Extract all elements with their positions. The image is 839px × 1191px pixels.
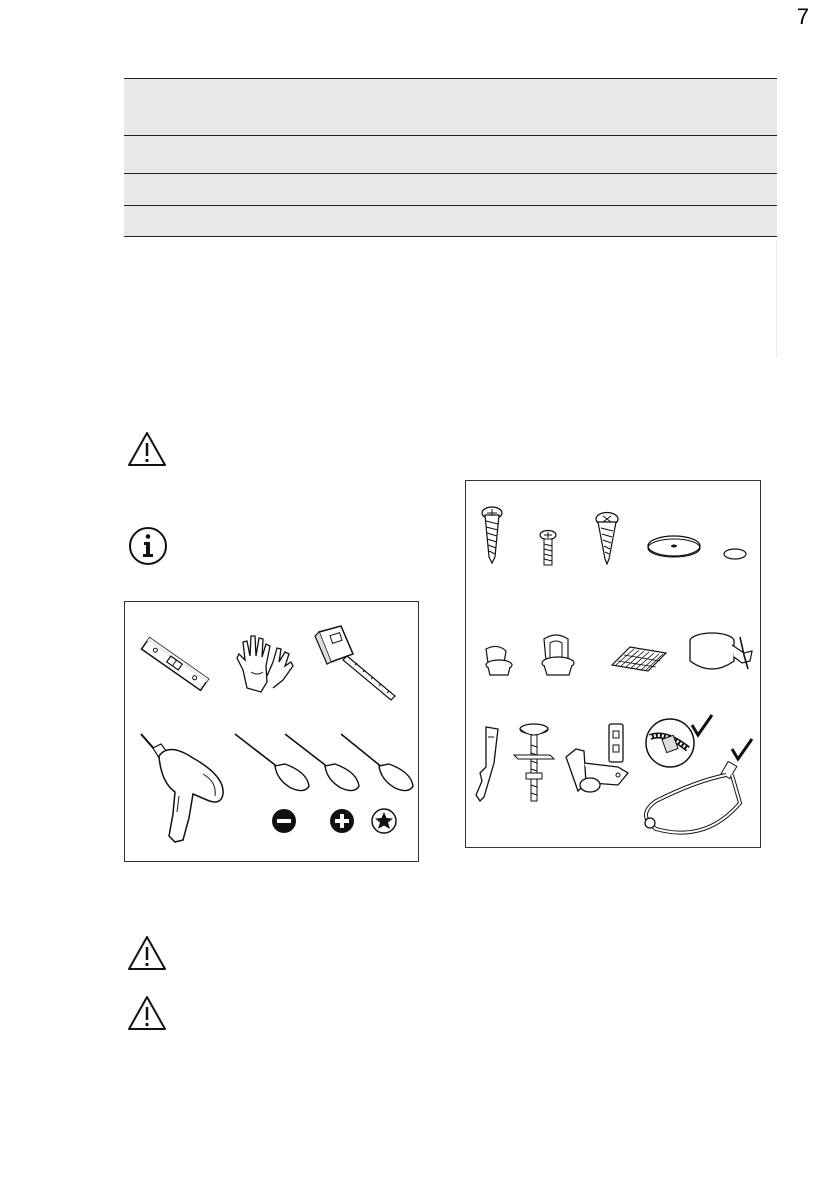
flat-bit-symbol-icon <box>271 808 297 834</box>
tape-measure-icon <box>311 622 401 704</box>
spec-table-row <box>124 205 777 237</box>
tools-illustration <box>124 601 419 862</box>
warning-triangle-icon <box>127 430 167 470</box>
parts-illustration <box>465 480 761 848</box>
margin-rule <box>776 240 777 358</box>
warning-triangle-icon <box>127 994 167 1034</box>
torx-screwdriver-icon <box>337 730 417 796</box>
spec-table <box>124 78 777 237</box>
spec-table-row <box>124 78 777 135</box>
warning-triangle-icon <box>127 934 167 974</box>
electric-drill-icon <box>139 730 229 852</box>
small-washer-icon <box>722 547 748 561</box>
hose-with-check-marks-icon <box>636 711 756 841</box>
page-number: 7 <box>796 4 809 29</box>
large-washer-icon <box>646 533 702 559</box>
work-gloves-icon <box>229 626 297 696</box>
adjustable-foot-icon <box>510 721 558 807</box>
wood-screw-icon <box>594 511 620 565</box>
spirit-level-icon <box>137 626 213 702</box>
filter-mat-icon <box>608 643 668 673</box>
plastic-cover-large-icon <box>538 629 578 683</box>
spec-table-row <box>124 173 777 205</box>
pipe-clamp-icon <box>686 627 756 679</box>
plastic-cover-icon <box>482 641 516 681</box>
spec-table-row <box>124 135 777 173</box>
phillips-bit-symbol-icon <box>329 808 355 834</box>
small-screw-icon <box>538 529 558 569</box>
info-circle-icon <box>128 526 168 566</box>
screw-icon <box>480 505 504 565</box>
torx-bit-symbol-icon <box>371 808 397 834</box>
spanner-icon <box>472 723 508 805</box>
bracket-icon <box>606 721 626 765</box>
